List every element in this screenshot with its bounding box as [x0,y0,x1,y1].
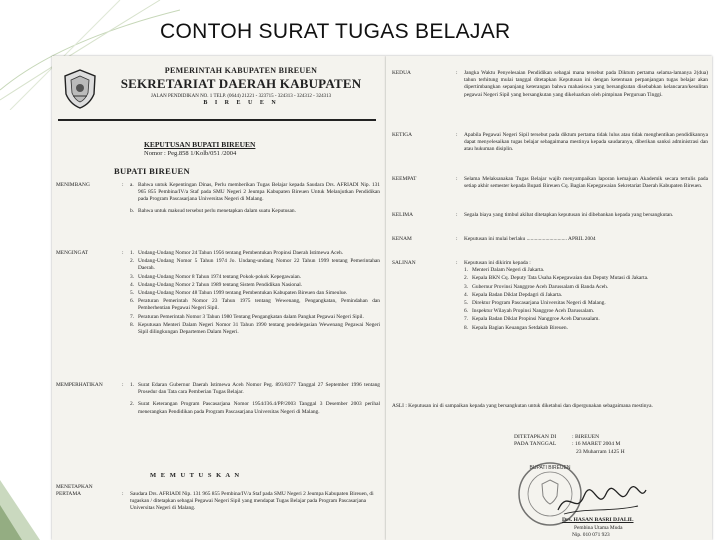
list-item: 4. Undang-Undang Nomor 2 Tahun 1989 tentang Sistem Pendidikan Nasional. [130,281,303,288]
hijri-date: 23 Muharram 1425 H [576,448,625,455]
list-item: 6. Peraturan Pemerintah Nomor 23 Tahun 1975 tentang Wewenang, Pengangkatan, Pemindahan dan Pemberhentian Pegawai Negeri Sipil. [130,298,380,312]
list-item: 5. Direktur Program Pascasarjana Universitas Negeri di Malang. [464,300,606,307]
list-item: 7. Peraturan Pemerintah Nomor 3 Tahun 1980 Tentang Pengangkatan dalam Pangkat Pegawai Negeri Sipil. [130,313,364,320]
list-item: 7. Kepala Badan Diklat Propinsi Nanggroe Aceh Darussalam. [464,316,600,323]
memutuskan-heading: M E M U T U S K A N [150,472,241,479]
list-item: 1. Undang-Undang Nomor 24 Tahun 1956 tentang Pembentukan Propinsi Daerah Istimewa Aceh. [130,250,344,256]
section-text: Jangka Waktu Penyelesaian Pendidikan sebagai mana tersebut pada Diktum pertama selama-lamanya 2(dua) tahun terhitung mulai tanggal ditetapkan Keputusan ini dengan ketentuan perpanjangan tugas belajar akan dipertimbangkan sepanjang keterangan bahwa mahasiswa yang bersangkutan disebabkan kelancaran/kesulitan pegawai Negeri Sipil yang bersangkutan yang dikeluarkan oleh pimpinan Perguruan Tinggi. [464,70,708,98]
list-item: 8. Kepala Bagian Keuangan Setdakab Bireuen. [464,324,568,331]
letterhead-office: SEKRETARIAT DAERAH KABUPATEN [120,76,362,91]
list-item: 2. Undang-Undang Nomor 5 Tahun 1974 Jo. Undang-undang Nomor 22 Tahun 1999 tentang Pemerintahan Daerah. [130,258,380,272]
list-item: a. Bahwa untuk Kepentingan Dinas, Perlu memberikan Tugas Belajar kepada Saudara Drs. AFRIADI Nip. 131 965 855 Pembina/IV/a Staf pada SMU Negeri 2 Jeumpa Kabupaten Bireuen Untuk Melanjutkan Pendidikan pada Program Pascasarjana Universitas Negeri di Malang. [130,182,380,203]
signatory-name: Drs. HASAN BASRI DJALIL [562,517,634,523]
asli-note: ASLI : Keputusan ini di sampaikan kepada yang bersangkutan untuk diketahui dan dipergunakan sebagaimana mestinya. [392,403,653,409]
section-label: MENGINGAT [56,250,89,256]
section-label: KENAM [392,236,412,242]
list-item: 4. Kepala Badan Diklat Depdagri di Jakarta. [464,291,563,298]
list-item: 3. Undang-Undang Nomor 8 Tahun 1974 tentang Pokok-pokok Kepegawaian. [130,273,302,280]
section-label: MEMPERHATIKAN [56,382,103,388]
section-label: SALINAN [392,260,416,266]
stamp-text: BUPATI BIREUEN [529,465,571,471]
section-label: KEDUA [392,70,411,76]
section-label: MENIMBANG [56,182,90,188]
section-label: MENETAPKAN [56,484,93,490]
letter-page-left: PEMERINTAH KABUPATEN BIREUEN SEKRETARIAT DAERAH KABUPATEN JALAN PENDIDIKAN NO. 1 TELP. (0644) 21221 - 323715 - 324313 - 324312 - 324313 B I R E U E N KEPUTUSAN BUPATI BIREUEN Nomor : Peg.858 1/Kolb/051 /2004 BUPATI BIREUEN MENIMBANG : a. Bahwa untuk Kepentingan Dinas, Perlu memberikan Tugas Belajar kepada Saudara Drs. AFRIADI Nip. 131 965 855 Pembina/IV/a Staf pada SMU Negeri 2 Jeumpa Kabupaten Bireuen Untuk Melanjutkan Pendidikan pada Program Pascasarjana Universitas Negeri di Malang. b. Bahwa untuk maksud tersebut perlu menetapkan dalam suatu Keputusan. MENGINGAT : 1. Undang-Undang Nomor 24 Tahun 1956 tentang Pembentukan Propinsi Daerah Istimewa Aceh. 2. Undang-Undang Nomor 5 Tahun 1974 Jo. Undang-undang Nomor 22 Tahun 1999 tentang Pemerintahan Daerah. 3. Undang-Undang Nomor 8 Tahun 1974 tentang Pokok-pokok Kepegawaian. 4. Undang-Undang Nomor 2 Tahun 1989 tentang Sistem Pendidikan Nasional. 5. Undang-Undang Nomor 48 Tahun 1999 tentang Pembentukan Kabupaten Bireuen dan Simeulue. 6. Peraturan Pemerintah Nomor 23 Tahun 1975 tentang Wewenang, Pengangkatan, Pemindahan dan Pemberhentian Pegawai Negeri Sipil. 7. Peraturan Pemerintah Nomor 3 Tahun 1980 Tentang Pengangkatan dalam Pangkat Pegawai Negeri Sipil. 8. Keputusan Menteri Dalam Negeri Nomor 31 Tahun 1990 tentang pendelegasian Wewenang Pegawai Negeri Sipil dilingkungan Departemen Dalam Negeri. MEMPERHATIKAN : 1. Surat Edaran Gubernur Daerah Istimewa Aceh Nomor Peg. 893/8377 Tanggal 27 September 1996 tentang Prosedur dan Tata cara Pemberian Tugas Belajar. 2. Surat Keterangan Program Pascasarjana Nomor 1954/J36.4/PP/2003 Tanggal 3 Desember 2003 perihal menerangkan Pendidikan pada Program Pascasarjana Universitas Negeri di Malang. M E M U T U S K A N MENETAPKAN PERTAMA : Saudara Drs. AFRIADI Nip. 131 965 855 Pembina/IV/a Staf pada SMU Negeri 2 Jeumpa Kabupaten Bireuen, di tugaskan / ditetapkan sebagai Pegawai Negeri Sipil yang mendapat Tugas Belajar pada Program Pascasarjana Universitas Negeri di Malang. [52,56,386,540]
section-text: Selama Melaksanakan Tugas Belajar wajib menyampaikan laporan kemajuan Akademik secara tertulis pada setiap akhir semester kepada Bupati Bireuen Cq. Bagian Kepegawaian Sekretariat Daerah Kabupaten Bireuen. [464,176,708,190]
list-item: 5. Undang-Undang Nomor 48 Tahun 1999 tentang Pembentukan Kabupaten Bireuen dan Simeulue. [130,290,348,297]
signature-block [514,434,704,456]
place-label: DITETAPKAN DI [514,434,557,440]
list-item: 2. Surat Keterangan Program Pascasarjana Nomor 1954/J36.4/PP/2003 Tanggal 3 Desember 2003 perihal menerangkan Pendidikan pada Program Pascasarjana Universitas Negeri di Malang. [130,401,380,415]
menetapkan-text: Saudara Drs. AFRIADI Nip. 131 965 855 Pembina/IV/a Staf pada SMU Negeri 2 Jeumpa Kabupaten Bireuen, di tugaskan / ditetapkan sebagai Pegawai Negeri Sipil yang mendapat Tugas Belajar pada Program Pascasarjana Universitas Negeri di Malang. [130,491,374,512]
letterhead-address: JALAN PENDIDIKAN NO. 1 TELP. (0644) 21221 - 323715 - 324313 - 324312 - 324313 [150,94,332,99]
section-label: KEEMPAT [392,176,417,182]
handwritten-signature [554,482,650,522]
decision-title: KEPUTUSAN BUPATI BIREUEN [144,140,256,149]
slide-title: CONTOH SURAT TUGAS BELAJAR [160,20,511,43]
place-value: : BIREUEN [572,434,600,440]
decision-number: Nomor : Peg.858 1/Kolb/051 /2004 [144,150,237,157]
list-item: 3. Gubernur Provinsi Nanggroe Aceh Darussalam di Banda Aceh. [464,283,609,290]
letterhead [56,60,382,120]
list-item: 1. Surat Edaran Gubernur Daerah Istimewa Aceh Nomor Peg. 893/8377 Tanggal 27 September 1996 tentang Prosedur dan Tata cara Pemberian Tugas Belajar. [130,382,380,396]
date-label: PADA TANGGAL [514,441,557,448]
section-label: KELIMA [392,212,413,218]
list-item: 6. Inspektur Wilayah Propinsi Nanggroe Aceh Darussalam. [464,308,595,315]
list-item: b. Bahwa untuk maksud tersebut perlu menetapkan dalam suatu Keputusan. [130,207,296,214]
salinan-intro: Keputusan ini dikirim kepada : [464,260,531,266]
signatory-rank: Pembina Utama Muda [574,525,623,531]
section-sublabel: PERTAMA [56,491,82,498]
letterhead-government: PEMERINTAH KABUPATEN BIREUEN [164,66,318,75]
section-label: KETIGA [392,132,413,138]
signatory-nip: Nip. 010 071 923 [572,532,610,538]
section-text: Keputusan ini mulai berlaku .............................. APRIL 2004 [464,236,596,242]
decision-issuer: BUPATI BIREUEN [114,166,190,176]
letterhead-divider [58,119,376,121]
list-item: 8. Keputusan Menteri Dalam Negeri Nomor 31 Tahun 1990 tentang pendelegasian Wewenang Pegawai Negeri Sipil dilingkungan Departemen Dalam Negeri. [130,321,380,336]
list-item: 2. Kepala BKN Cq. Deputy Tata Usaha Kepegawaian dan Deputy Mutasi di Jakarta. [464,275,649,282]
letterhead-city: B I R E U E N [203,100,279,106]
section-text: Segala biaya yang timbul akibat ditetapkan keputusan ini dibebankan kepada yang bersangkutan. [464,212,674,218]
section-text: Apabila Pegawai Negeri Sipil tersebut pada diktum pertama tidak lulus atau tidak menghentikan pendidikannya dapat menyelesaikan tugas belajar sebagaimana mestinya kepada saudaranya, diberikan sanksi administrasi dan atau hukuman disiplin. [464,132,708,153]
letter-page-right: KEDUA : Jangka Waktu Penyelesaian Pendidikan sebagai mana tersebut pada Diktum pertama selama-lamanya 2(dua) tahun terhitung mulai tanggal ditetapkan Keputusan ini dengan ketentuan perpanjangan tugas belajar akan dipertimbangkan sepanjang keterangan bahwa mahasiswa yang bersangkutan disebabkan kelancaran/kesulitan pegawai Negeri Sipil yang bersangkutan yang dikeluarkan oleh pimpinan Perguruan Tinggi. KETIGA : Apabila Pegawai Negeri Sipil tersebut pada diktum pertama tidak lulus atau tidak menghentikan pendidikannya dapat menyelesaikan tugas belajar sebagaimana mestinya kepada saudaranya, diberikan sanksi administrasi dan atau hukuman disiplin. KEEMPAT : Selama Melaksanakan Tugas Belajar wajib menyampaikan laporan kemajuan Akademik secara tertulis pada setiap akhir semester kepada Bupati Bireuen Cq. Bagian Kepegawaian Sekretariat Daerah Kabupaten Bireuen. KELIMA : Segala biaya yang timbul akibat ditetapkan keputusan ini dibebankan kepada yang bersangkutan. KENAM : Keputusan ini mulai berlaku .............................. APRIL 2004 SALINAN : Keputusan ini dikirim kepada : 1. Menteri Dalam Negeri di Jakarta. 2. Kepala BKN Cq. Deputy Tata Usaha Kepegawaian dan Deputy Mutasi di Jakarta. 3. Gubernur Provinsi Nanggroe Aceh Darussalam di Banda Aceh. 4. Kepala Badan Diklat Depdagri di Jakarta. 5. Direktur Program Pascasarjana Universitas Negeri di Malang. 6. Inspektur Wilayah Propinsi Nanggroe Aceh Darussalam. 7. Kepala Badan Diklat Propinsi Nanggroe Aceh Darussalam. 8. Kepala Bagian Keuangan Setdakab Bireuen. ASLI : Keputusan ini di sampaikan kepada yang bersangkutan untuk diketahui dan dipergunakan sebagaimana mestinya. DITETAPKAN DI : BIREUEN PADA TANGGAL : 16 MARET 2004 M 23 Muharram 1425 H BUPATI BIREUEN Drs. HASAN BASRI DJALIL Pembina Utama Muda Nip. 010 071 923 [386,56,712,540]
list-item: 1. Menteri Dalam Negeri di Jakarta. [464,267,545,274]
regency-crest-icon [62,68,98,110]
date-value: : 16 MARET 2004 M [572,441,621,448]
